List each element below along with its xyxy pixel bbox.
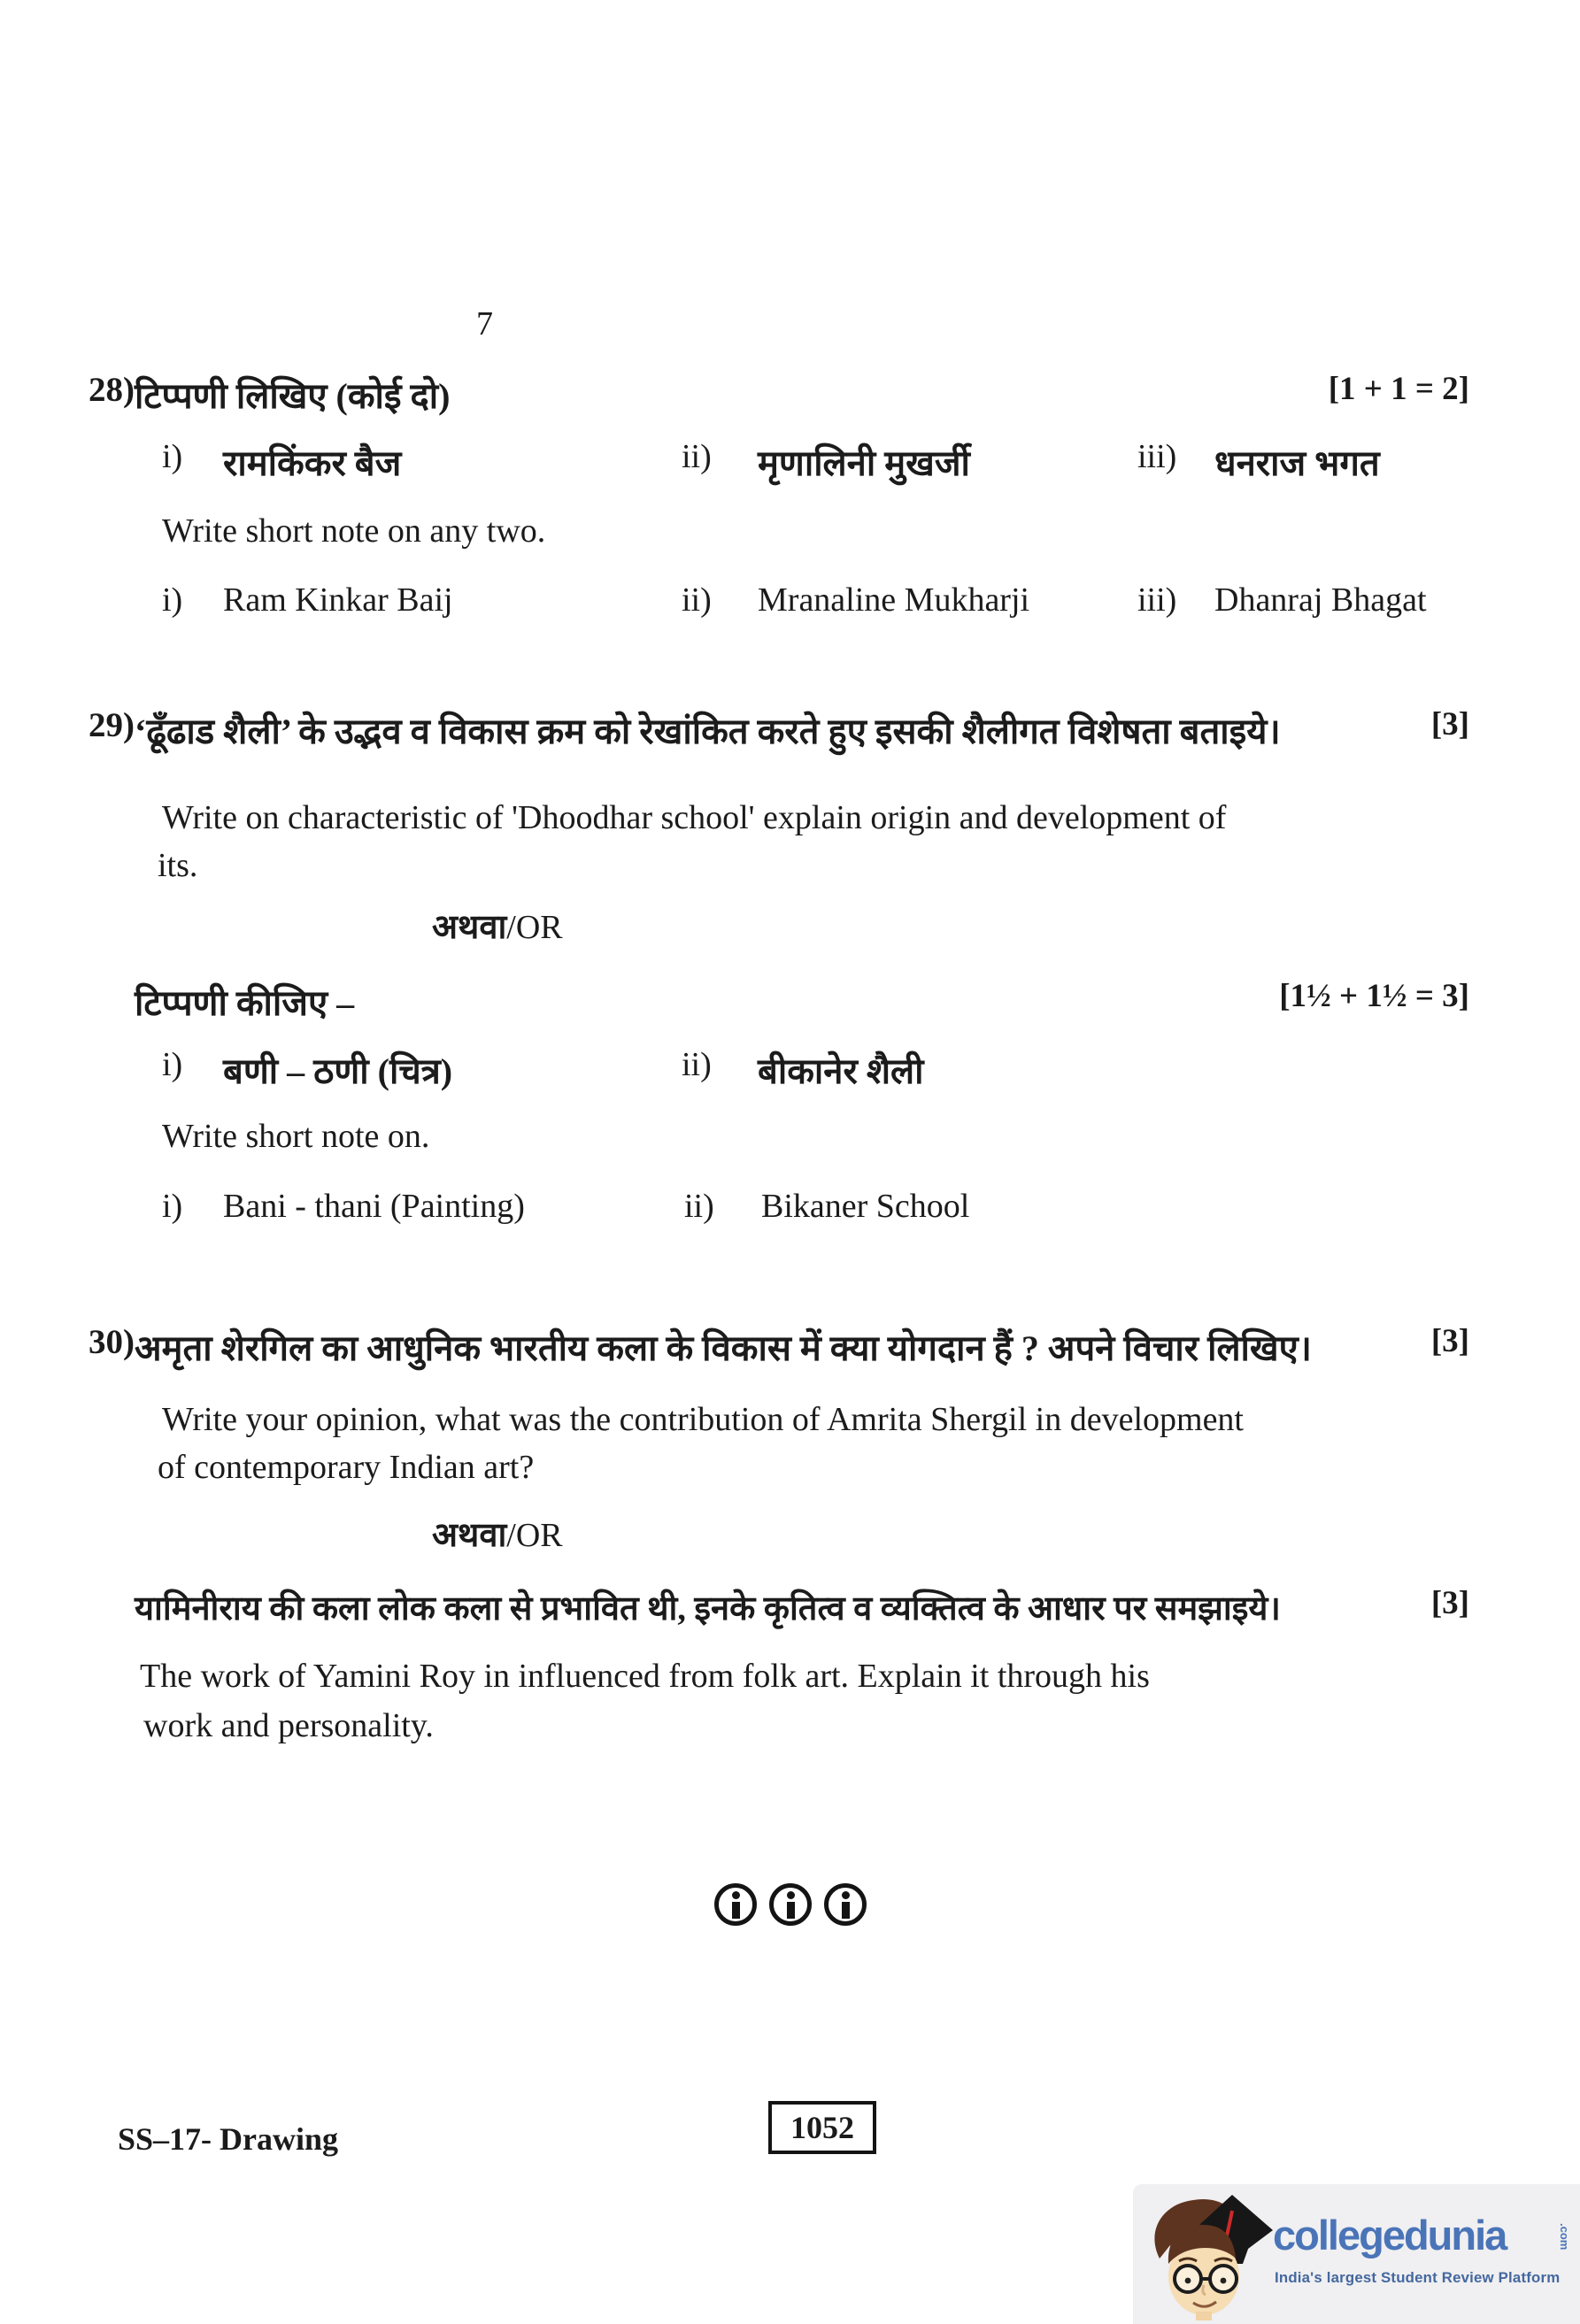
brand-tld: .com xyxy=(1558,2223,1571,2251)
graduate-mascot-icon xyxy=(1140,2186,1273,2320)
question-text-english: of contemporary Indian art? xyxy=(158,1449,535,1486)
option-text: Bikaner School xyxy=(761,1188,970,1225)
page-number: 7 xyxy=(476,305,493,342)
marks-badge: [1 + 1 = 2] xyxy=(1328,371,1469,407)
option-label: ii) xyxy=(682,581,712,619)
option-text: रामकिंकर बैज xyxy=(223,443,402,483)
option-label: ii) xyxy=(682,1046,712,1083)
option-label: i) xyxy=(162,438,183,475)
info-stem xyxy=(732,1902,740,1919)
info-circle-icon xyxy=(824,1883,867,1926)
brand-logo xyxy=(1133,2184,1580,2324)
option-label: i) xyxy=(162,1188,183,1225)
or-english: /OR xyxy=(506,909,563,946)
end-of-paper-marks xyxy=(714,1883,867,1926)
question-text-english: The work of Yamini Roy in influenced from folk art. Explain it through his xyxy=(140,1658,1150,1695)
option-label: ii) xyxy=(684,1188,714,1225)
or-hindi: अथवा xyxy=(432,909,507,946)
or-hindi: अथवा xyxy=(432,1517,507,1554)
info-dot xyxy=(842,1891,850,1899)
info-dot xyxy=(787,1891,795,1899)
info-stem xyxy=(787,1902,795,1919)
question-text-english: Write short note on. xyxy=(162,1118,430,1155)
code-box-number: 1052 xyxy=(790,2110,854,2145)
option-label: ii) xyxy=(682,438,712,475)
question-text-hindi: ‘ढूँढाड शैली’ के उद्भव व विकास क्रम को रेखांकित करते हुए इसकी शैलीगत विशेषता बताइये। xyxy=(135,712,1281,751)
marks-badge: [1½ + 1½ = 3] xyxy=(1279,978,1469,1014)
question-text-english: work and personality. xyxy=(143,1707,434,1744)
question-text-english: Write your opinion, what was the contribution of Amrita Shergil in development xyxy=(162,1401,1244,1438)
brand-tagline: India's largest Student Review Platform xyxy=(1275,2269,1561,2286)
info-stem xyxy=(842,1902,850,1919)
option-label: iii) xyxy=(1137,438,1177,475)
info-circle-icon xyxy=(714,1883,757,1926)
question-number: 29) xyxy=(89,706,135,744)
or-english: /OR xyxy=(506,1517,563,1554)
option-text: Dhanraj Bhagat xyxy=(1214,581,1427,619)
marks-badge: [3] xyxy=(1430,706,1469,743)
option-text: धनराज भगत xyxy=(1214,443,1380,483)
marks-badge: [3] xyxy=(1430,1585,1469,1621)
info-circle-icon xyxy=(769,1883,812,1926)
question-number: 28) xyxy=(89,371,135,409)
question-text-hindi: अमृता शेरगिल का आधुनिक भारतीय कला के विकास में क्या योगदान हैं ? अपने विचार लिखिए। xyxy=(135,1328,1312,1368)
option-text: बीकानेर शैली xyxy=(758,1051,924,1091)
or-divider-text xyxy=(432,1511,563,1557)
brand-name: collegedunia xyxy=(1273,2212,1507,2259)
or-divider-text xyxy=(432,903,563,949)
question-text-english: Write short note on any two. xyxy=(162,512,546,550)
option-text: Ram Kinkar Baij xyxy=(223,581,453,619)
question-text-hindi: टिप्पणी कीजिए – xyxy=(135,983,355,1023)
question-text-hindi: टिप्पणी लिखिए (कोई दो) xyxy=(135,376,451,416)
marks-badge: [3] xyxy=(1430,1323,1469,1359)
option-text: Mranaline Mukharji xyxy=(758,581,1030,619)
option-label: iii) xyxy=(1137,581,1177,619)
option-text: Bani - thani (Painting) xyxy=(223,1188,525,1225)
option-label: i) xyxy=(162,581,183,619)
option-text: मृणालिनी मुखर्जी xyxy=(758,443,970,483)
question-text-hindi: यामिनीराय की कला लोक कला से प्रभावित थी, इनके कृतित्व व व्यक्तित्व के आधार पर समझाइये। xyxy=(135,1590,1281,1628)
question-text-english: its. xyxy=(158,847,198,884)
question-text-english: Write on characteristic of 'Dhoodhar school' explain origin and development of xyxy=(162,799,1227,836)
option-label: i) xyxy=(162,1046,183,1083)
question-number: 30) xyxy=(89,1323,135,1361)
paper-code: SS–17- Drawing xyxy=(118,2121,339,2157)
option-text: बणी – ठणी (चित्र) xyxy=(223,1051,453,1091)
code-box xyxy=(768,2101,876,2154)
info-dot xyxy=(732,1891,740,1899)
